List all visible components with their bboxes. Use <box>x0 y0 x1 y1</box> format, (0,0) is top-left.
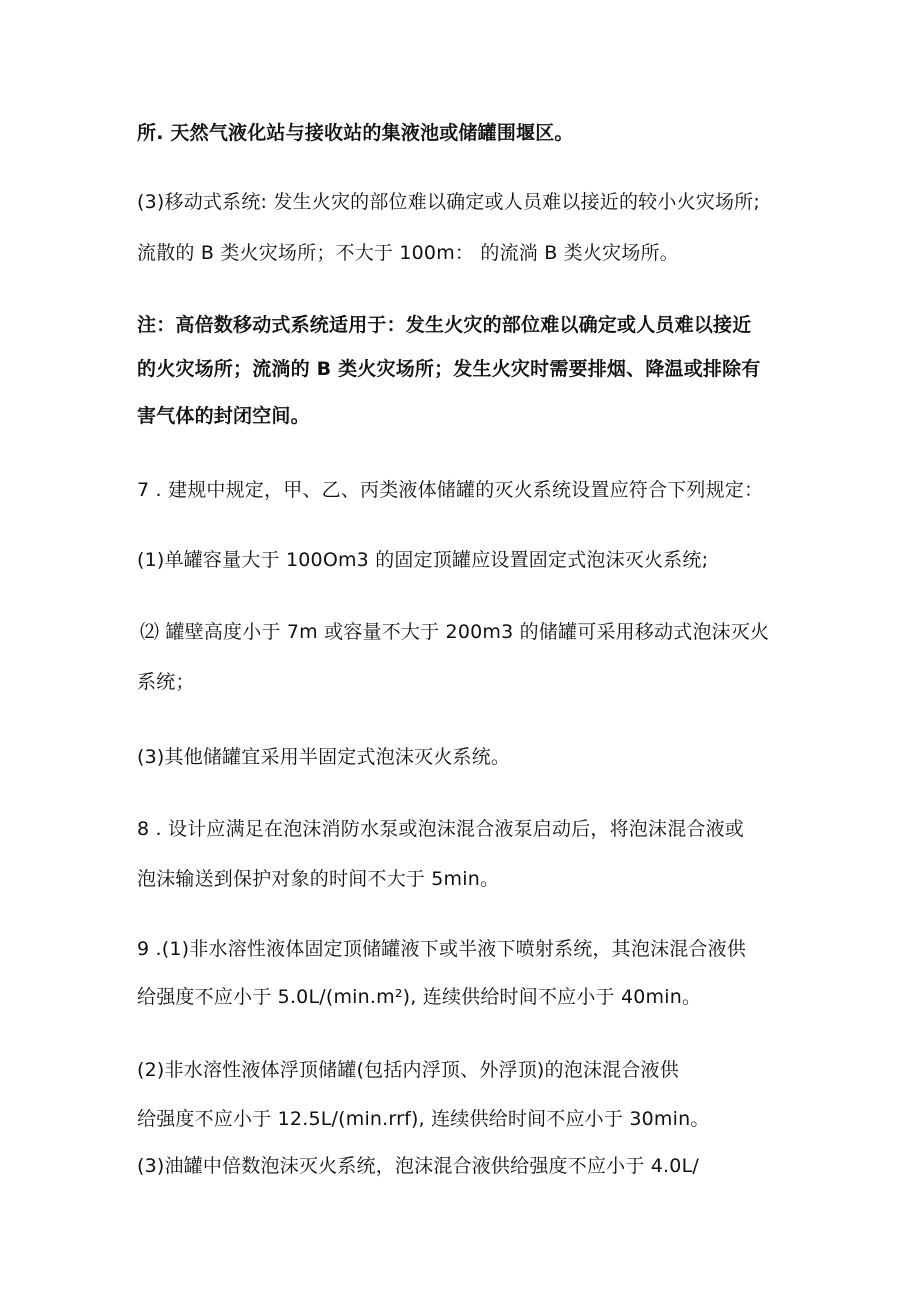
note-line: 的火灾场所；流淌的 B 类火灾场所；发生火灾时需要排烟、降温或排除有 <box>137 358 761 380</box>
paragraph-line: 7 . 建规中规定，甲、乙、丙类液体储罐的灭火系统设置应符合下列规定： <box>137 479 764 501</box>
paragraph-line: (3)油罐中倍数泡沫灭火系统，泡沫混合液供给强度不应小于 4.0L/ <box>137 1155 699 1177</box>
paragraph-line: 泡沫输送到保护对象的时间不大于 5min。 <box>137 868 500 890</box>
note-line: 害气体的封闭空间。 <box>137 405 310 427</box>
paragraph-line: 8 . 设计应满足在泡沫消防水泵或泡沫混合液泵启动后，将泡沫混合液或 <box>137 818 745 840</box>
paragraph-line: 系统； <box>137 671 195 693</box>
paragraph-line: 给强度不应小于 5.0L∕(min.m²), 连续供给时间不应小于 40min。 <box>137 986 702 1008</box>
paragraph-line: (3)移动式系统: 发生火灾的部位难以确定或人员难以接近的较小火灾场所; <box>137 191 760 213</box>
note-line: 注：高倍数移动式系统适用于：发生火灾的部位难以确定或人员难以接近 <box>137 314 752 336</box>
paragraph-line: 给强度不应小于 12.5L∕(min.rrf), 连续供给时间不应小于 30min。 <box>137 1108 710 1130</box>
paragraph-line: (1)单罐容量大于 100Om3 的固定顶罐应设置固定式泡沫灭火系统; <box>137 549 709 571</box>
paragraph-line: (3)其他储罐宜采用半固定式泡沫灭火系统。 <box>137 746 511 768</box>
paragraph-line: ⑵ 罐壁高度小于 7m 或容量不大于 200m3 的储罐可采用移动式泡沫灭火 <box>140 621 770 643</box>
paragraph-line: 所. 天然气液化站与接收站的集液池或储罐围堰区。 <box>137 122 574 144</box>
paragraph-line: 9 .(1)非水溶性液体固定顶储罐液下或半液下喷射系统，其泡沫混合液供 <box>137 938 747 960</box>
paragraph-line: (2)非水溶性液体浮顶储罐(包括内浮顶、外浮顶)的泡沫混合液供 <box>137 1059 679 1081</box>
paragraph-line: 流散的 B 类火灾场所；不大于 100m： 的流淌 B 类火灾场所。 <box>137 242 679 264</box>
